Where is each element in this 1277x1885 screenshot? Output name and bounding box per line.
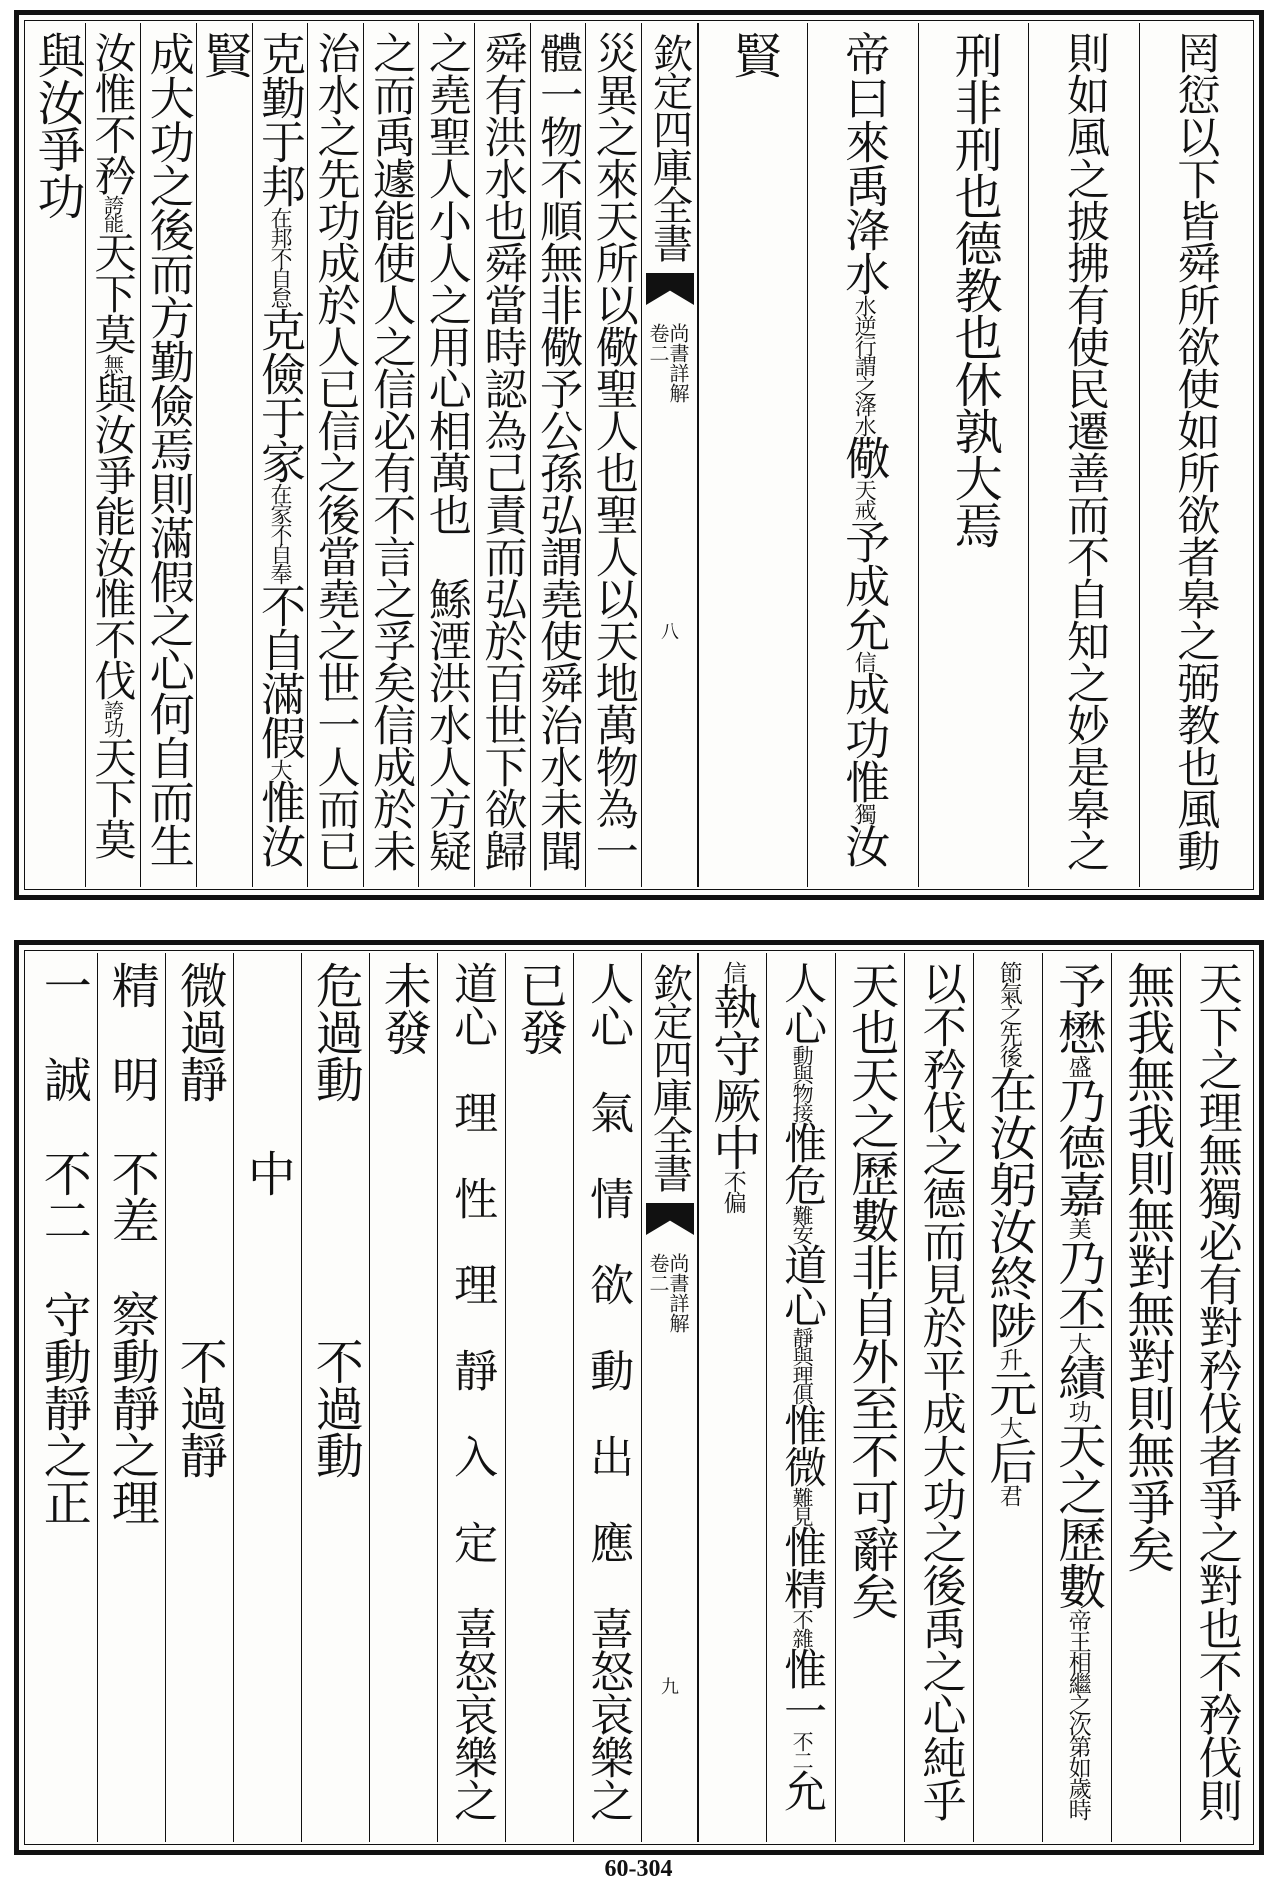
column-text: 賢 xyxy=(725,31,782,78)
text-column xyxy=(252,23,309,887)
fish-tail-mark xyxy=(646,1203,694,1235)
text-column xyxy=(363,23,420,887)
center-title: 欽定四庫全書 xyxy=(646,963,693,1191)
text-column xyxy=(585,23,642,887)
text-column xyxy=(1180,953,1250,1842)
column-text: 體一物不順無非儆予公孫弘謂堯使舜治水未聞 xyxy=(533,31,584,871)
column-text: 罔愆以下皆舜所欲使如所欲者皋之弼教也風動 xyxy=(1170,31,1221,871)
bottom-leaf xyxy=(14,940,1264,1855)
column-text: 人心動與物接惟危難安道心靜與理俱惟微難見惟精不雜惟一不二允 xyxy=(777,961,828,1811)
column-text: 之堯聖人小人之用心相萬也 鯀湮洪水人方疑 xyxy=(421,31,472,871)
text-column xyxy=(1042,953,1112,1842)
text-column xyxy=(697,953,767,1842)
column-text: 中 xyxy=(239,961,296,1196)
text-column xyxy=(140,23,197,887)
text-column xyxy=(505,953,574,1842)
column-text: 節氣之先後在汝躬汝終陟升元大后君 xyxy=(980,961,1037,1505)
column-text: 克勤于邦在邦不自怠克儉于家在家不自奉不自滿假大惟汝 xyxy=(252,31,306,867)
column-text: 賢 xyxy=(195,31,252,78)
center-title: 欽定四庫全書 xyxy=(646,33,693,261)
text-column xyxy=(918,23,1029,887)
column-text: 天也天之歷數非自外至不可辭矣 xyxy=(842,961,899,1619)
column-text: 精 明 不差 察動靜之理 xyxy=(103,961,160,1525)
text-column xyxy=(530,23,587,887)
column-text: 刑非刑也德教也休孰大焉 xyxy=(946,31,1003,548)
column-text: 以不矜伐之德而見於平成大功之後禹之心純乎 xyxy=(914,961,966,1821)
text-column xyxy=(766,953,836,1842)
column-text: 與汝爭功 xyxy=(29,31,86,219)
center-block xyxy=(641,953,699,1842)
column-text: 災異之來天所以儆聖人也聖人以天地萬物為一 xyxy=(588,31,639,871)
text-column xyxy=(835,953,905,1842)
top-leaf xyxy=(14,10,1264,900)
page-number: 60-304 xyxy=(604,1856,673,1882)
text-column xyxy=(697,23,808,887)
text-column xyxy=(904,953,974,1842)
column-text: 危過動 不過動 xyxy=(307,961,364,1478)
text-column xyxy=(1111,953,1181,1842)
text-column xyxy=(307,23,364,887)
folio-number: 八 xyxy=(661,622,679,643)
column-text: 天下之理無獨必有對矜伐者爭之對也不矜伐則 xyxy=(1190,961,1242,1821)
column-text: 未發 xyxy=(375,961,432,1055)
text-column xyxy=(85,23,142,887)
text-column xyxy=(196,23,253,887)
text-column xyxy=(29,953,98,1842)
text-column xyxy=(418,23,475,887)
text-column xyxy=(165,953,234,1842)
column-text: 予懋盛乃德嘉美乃丕大績功天之歷數帝王相繼之次第如歲時 xyxy=(1049,961,1106,1819)
book-name: 尚書詳解 xyxy=(666,323,690,403)
text-column xyxy=(474,23,531,887)
fish-tail-mark xyxy=(646,273,694,305)
column-text: 人心 氣 情 欲 動 出 應 喜怒哀樂之 xyxy=(582,961,634,1821)
column-text: 已發 xyxy=(511,961,568,1055)
column-text: 帝曰來禹洚水水逆行謂之洚水儆天戒予成允信成功惟獨汝 xyxy=(837,31,891,867)
column-text: 之而禹遽能使人之信必有不言之孚矣信成於未 xyxy=(366,31,417,871)
column-text: 則如風之披拂有使民遷善而不自知之妙是皋之 xyxy=(1059,31,1110,871)
column-text: 一 誠 不二 守動靜之正 xyxy=(35,961,92,1525)
text-column xyxy=(1028,23,1139,887)
text-column xyxy=(973,953,1043,1842)
text-column xyxy=(233,953,302,1842)
text-column xyxy=(29,23,86,887)
column-text: 成大功之後而方勤儉焉則滿假之心何自而生 xyxy=(141,31,195,867)
text-column xyxy=(437,953,506,1842)
column-text: 治水之先功成於人已信之後當堯之世一人而已 xyxy=(310,31,361,871)
center-block xyxy=(641,23,699,887)
text-column xyxy=(369,953,438,1842)
column-text: 微過靜 不過靜 xyxy=(171,961,228,1478)
column-text: 道心 理 性 理 靜 入 定 喜怒哀樂之 xyxy=(446,961,498,1821)
text-column xyxy=(573,953,642,1842)
column-text: 舜有洪水也舜當時認為己責而弘於百世下欲歸 xyxy=(477,31,528,871)
column-text: 汝惟不矜誇能天下莫無與汝爭能汝惟不伐誇功天下莫 xyxy=(88,31,138,859)
book-name: 尚書詳解 xyxy=(666,1253,690,1333)
text-column xyxy=(1139,23,1250,887)
text-column xyxy=(807,23,918,887)
volume-label: 卷二 xyxy=(646,1253,670,1293)
volume-label: 卷二 xyxy=(646,323,670,363)
column-text: 無我無我則無對無對則無爭矣 xyxy=(1118,961,1175,1572)
column-text: 信執守厥中不偏 xyxy=(704,961,761,1212)
text-column xyxy=(97,953,166,1842)
text-column xyxy=(301,953,370,1842)
folio-number: 九 xyxy=(661,1677,679,1698)
